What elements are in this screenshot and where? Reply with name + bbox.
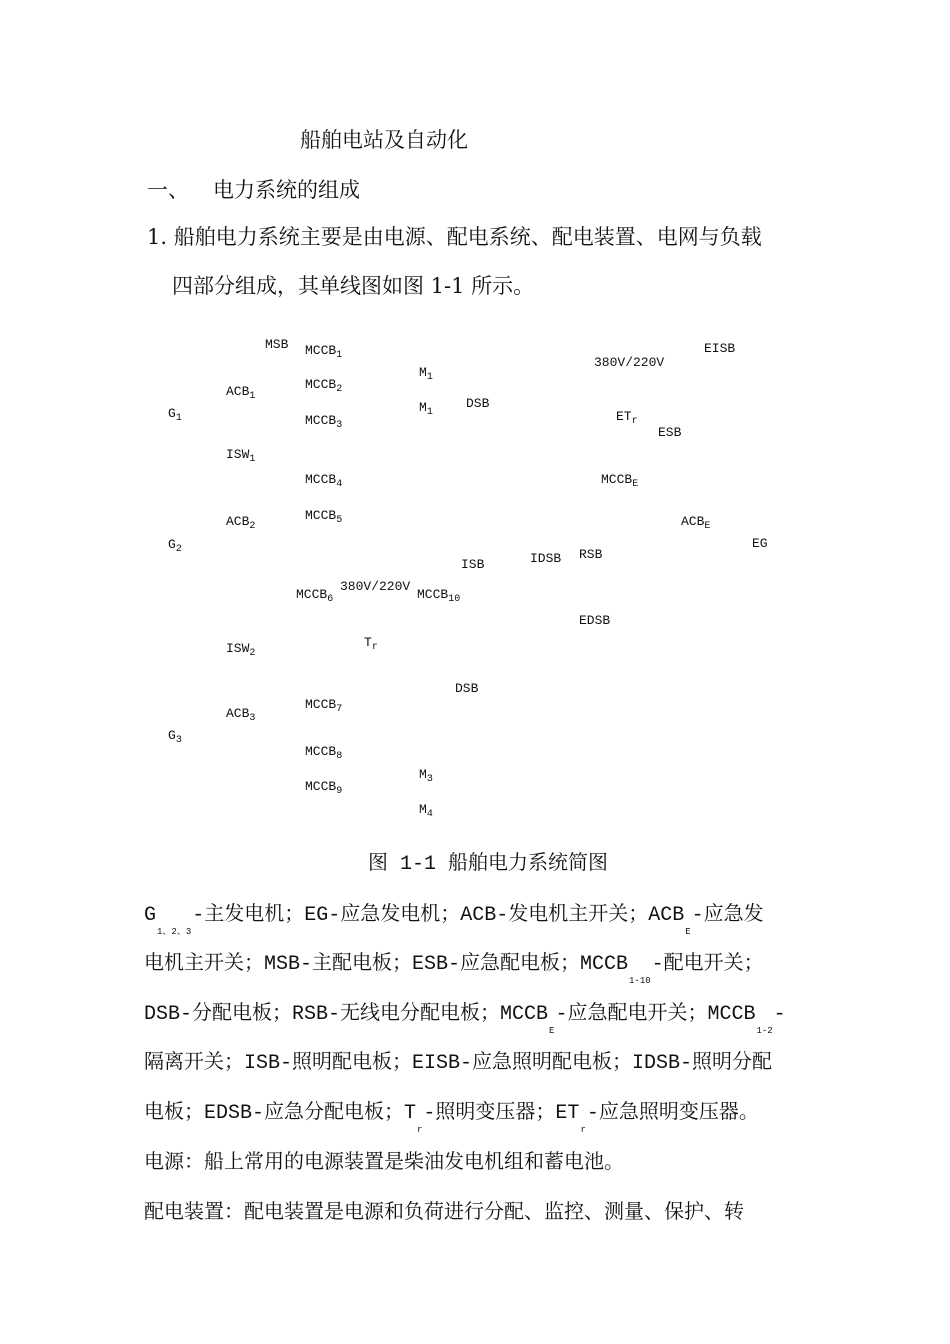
legend-line-1: $G_{1、2、3}-$主发电机；EG-应急发电机；ACB-发电机主开关；$ACB_E-$应急发 (144, 904, 764, 937)
label-mccb8: $MCCB_8$ (305, 744, 343, 762)
label-dsb-bottom: DSB (455, 681, 479, 696)
distribution-device-line: 配电装置：配电装置是电源和负荷进行分配、监控、测量、保护、转 (144, 1202, 744, 1225)
item1-line2: 四部分组成，其单线图如图 1-1 所示。 (172, 274, 535, 298)
legend-line-3: DSB-分配电板；RSB-无线电分配电板；$MCCB_E-$应急配电开关；$MCCB_{1-2}-$ (144, 1003, 786, 1036)
label-isw2: $ISW_2$ (226, 641, 256, 659)
label-m1-b: $M_1$ (419, 400, 433, 418)
label-voltage-emergency: 380V/220V (594, 355, 665, 370)
label-dsb-top: DSB (466, 396, 490, 411)
label-mccb9: $MCCB_9$ (305, 779, 343, 797)
label-mccb4: $MCCB_4$ (305, 472, 343, 490)
label-m3: $M_3$ (419, 767, 433, 785)
label-g1: $G_1$ (168, 406, 182, 424)
legend-line-2: 电机主开关；MSB-主配电板；ESB-应急配电板；$MCCB_{1-10}-$配电开关； (144, 953, 764, 986)
label-voltage-main: 380V/220V (340, 579, 411, 594)
label-isb: ISB (461, 557, 485, 572)
label-esb: ESB (658, 425, 682, 440)
label-isw1: $ISW_1$ (226, 447, 256, 465)
label-idsb: IDSB (530, 551, 562, 566)
section-heading: 电力系统的组成 (213, 178, 360, 202)
section-number: 一、 (147, 178, 189, 202)
label-mccbe: $MCCB_E$ (601, 472, 639, 490)
label-msb: MSB (265, 337, 289, 352)
label-eisb: EISB (704, 341, 736, 356)
legend-line-5: 电板；EDSB-应急分配电板；$T_r-$照明变压器；$ET_r-$应急照明变压器。 (144, 1102, 759, 1135)
label-m1-a: $M_1$ (419, 365, 433, 383)
power-source-line: 电源：船上常用的电源装置是柴油发电机组和蓄电池。 (144, 1152, 624, 1175)
label-mccb2: $MCCB_2$ (305, 377, 343, 395)
label-mccb7: $MCCB_7$ (305, 697, 343, 715)
label-mccb3: $MCCB_3$ (305, 413, 343, 431)
label-g3: $G_3$ (168, 728, 182, 746)
figure-caption: 图 1-1 船舶电力系统简图 (368, 853, 609, 876)
label-acb2: $ACB_2$ (226, 514, 256, 532)
item1-line1: 1. 船舶电力系统主要是由电源、配电系统、配电装置、电网与负载 (147, 225, 762, 249)
legend-line-4: 隔离开关；ISB-照明配电板；EISB-应急照明配电板；IDSB-照明分配 (144, 1052, 773, 1075)
label-edsb: EDSB (579, 613, 611, 628)
label-m4: $M_4$ (419, 802, 433, 820)
label-mccb6: $MCCB_6$ (296, 587, 334, 605)
label-eg: EG (752, 536, 768, 551)
label-g2: $G_2$ (168, 537, 182, 555)
label-mccb10: $MCCB_{10}$ (417, 587, 461, 605)
label-rsb: RSB (579, 547, 603, 562)
label-mccb5: $MCCB_5$ (305, 508, 343, 526)
page-title: 船舶电站及自动化 (300, 128, 468, 152)
label-etr: $ET_r$ (616, 409, 638, 427)
label-acbe: $ACB_E$ (681, 514, 711, 532)
label-mccb1: $MCCB_1$ (305, 343, 343, 361)
label-acb1: $ACB_1$ (226, 384, 256, 402)
label-tr: $T_r$ (364, 635, 378, 653)
label-acb3: $ACB_3$ (226, 706, 256, 724)
